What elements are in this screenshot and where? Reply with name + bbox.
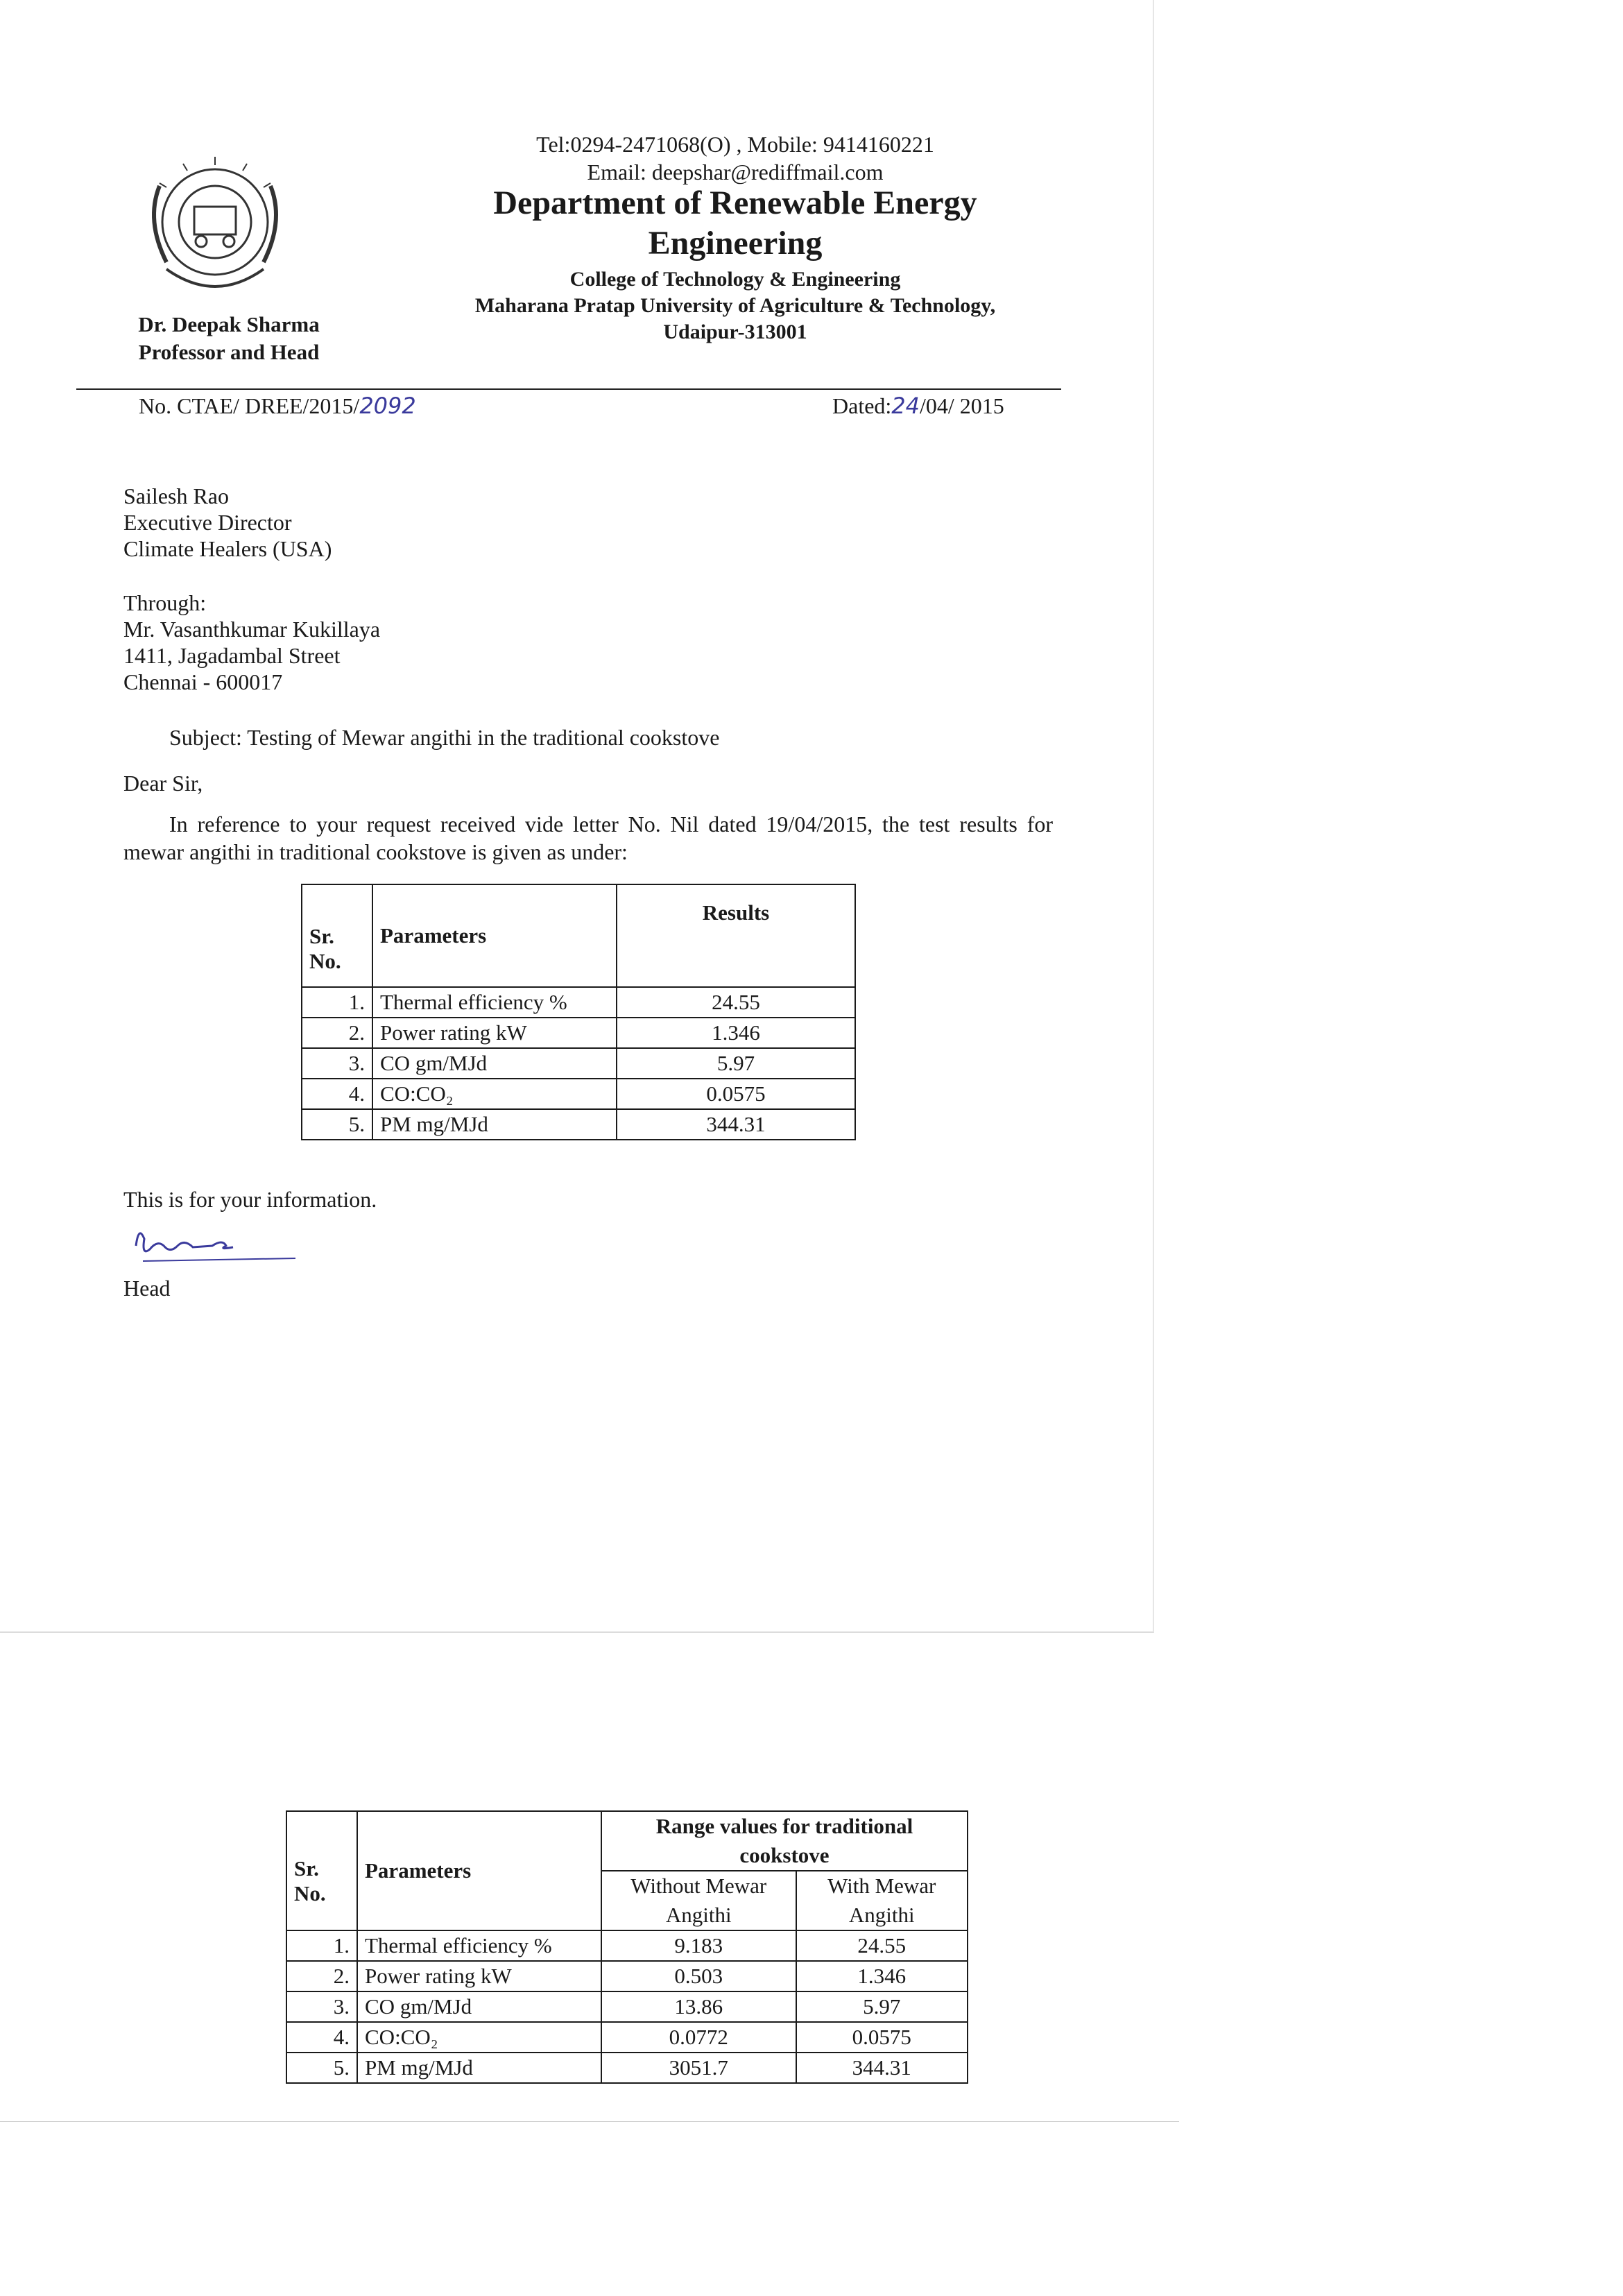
signatory-block <box>90 311 368 366</box>
range-row-sr: 4. <box>286 2022 357 2053</box>
table-row <box>286 2022 968 2053</box>
through-line: Chennai - 600017 <box>123 669 283 694</box>
header-parameters: Parameters <box>372 884 617 987</box>
university-name: Maharana Pratap University of Agriculture & Technology, <box>474 294 996 317</box>
row-result: 24.55 <box>617 987 855 1018</box>
header-sr-no: Sr. No. <box>302 884 372 987</box>
row-result: 1.346 <box>617 1018 855 1048</box>
signatory-title: Professor and Head <box>138 340 320 364</box>
table-row <box>286 2053 968 2083</box>
range-header-parameters: Parameters <box>357 1811 601 1930</box>
row-sr: 2. <box>302 1018 372 1048</box>
range-row-parameter: CO:CO₂ <box>357 2022 601 2053</box>
row-result: 0.0575 <box>617 1079 855 1109</box>
contact-line: Tel:0294-2471068(O) , Mobile: 9414160221 <box>536 132 934 157</box>
range-header-without: Without Mewar Angithi <box>601 1871 796 1930</box>
range-row-without: 0.503 <box>601 1961 796 1991</box>
through-address <box>123 590 380 695</box>
range-row-parameter: Power rating kW <box>357 1961 601 1991</box>
body-text: In reference to your request received vide letter No. Nil dated 19/04/2015, the test results for mewar angithi in traditional cookstove is given as under: <box>123 812 1053 864</box>
range-row-sr: 3. <box>286 1991 357 2022</box>
row-result: 344.31 <box>617 1109 855 1140</box>
reference-number <box>139 393 416 419</box>
range-row-without: 13.86 <box>601 1991 796 2022</box>
range-row-parameter: PM mg/MJd <box>357 2053 601 2083</box>
scan-edge-line <box>0 2121 1179 2122</box>
range-row-parameter: CO gm/MJd <box>357 1991 601 2022</box>
signatory-name: Dr. Deepak Sharma <box>138 312 320 336</box>
table-row <box>286 1961 968 1991</box>
reference-handwritten-number: 2092 <box>359 393 416 419</box>
recipient-address <box>123 483 332 562</box>
table-row <box>302 1048 855 1079</box>
range-row-without: 0.0772 <box>601 2022 796 2053</box>
letterhead-contact <box>430 130 1040 186</box>
table-row <box>302 1109 855 1140</box>
range-row-sr: 5. <box>286 2053 357 2083</box>
email-line: Email: deepshar@rediffmail.com <box>587 160 884 185</box>
row-sr: 1. <box>302 987 372 1018</box>
header-divider <box>76 388 1061 390</box>
results-table <box>301 884 856 1140</box>
college-name: College of Technology & Engineering <box>569 268 901 291</box>
department-line-2: Engineering <box>648 225 823 262</box>
body-paragraph <box>123 810 1053 866</box>
range-row-with: 0.0575 <box>796 2022 968 2053</box>
through-line: Mr. Vasanthkumar Kukillaya <box>123 617 381 642</box>
header-results: Results <box>617 884 855 987</box>
range-row-with: 344.31 <box>796 2053 968 2083</box>
through-line: Through: <box>123 590 207 615</box>
recipient-line: Executive Director <box>123 510 292 535</box>
range-header-title: Range values for traditional cookstove <box>601 1811 968 1871</box>
row-parameter: CO gm/MJd <box>372 1048 617 1079</box>
range-row-parameter: Thermal efficiency % <box>357 1930 601 1961</box>
range-row-with: 5.97 <box>796 1991 968 2022</box>
closing-line: This is for your information. <box>123 1187 377 1212</box>
reference-prefix: No. CTAE/ DREE/2015/ <box>139 393 360 418</box>
through-line: 1411, Jagadambal Street <box>123 643 341 668</box>
range-row-sr: 2. <box>286 1961 357 1991</box>
reference-date <box>832 393 1004 419</box>
college-block <box>388 266 1082 345</box>
row-parameter: Power rating kW <box>372 1018 617 1048</box>
row-parameter: PM mg/MJd <box>372 1109 617 1140</box>
sign-off: Head <box>123 1276 171 1301</box>
results-header-row <box>302 884 855 987</box>
row-sr: 5. <box>302 1109 372 1140</box>
row-result: 5.97 <box>617 1048 855 1079</box>
table-row <box>286 1991 968 2022</box>
recipient-line: Sailesh Rao <box>123 483 229 508</box>
range-header-row-1 <box>286 1811 968 1871</box>
department-line-1: Department of Renewable Energy <box>493 185 977 221</box>
date-suffix: /04/ 2015 <box>920 393 1004 418</box>
university-city: Udaipur-313001 <box>663 320 807 343</box>
row-parameter: Thermal efficiency % <box>372 987 617 1018</box>
range-row-sr: 1. <box>286 1930 357 1961</box>
row-sr: 3. <box>302 1048 372 1079</box>
range-header-with: With Mewar Angithi <box>796 1871 968 1930</box>
department-title <box>402 183 1068 264</box>
date-handwritten-day: 24 <box>891 393 920 419</box>
recipient-line: Climate Healers (USA) <box>123 536 332 561</box>
range-values-table <box>286 1810 968 2084</box>
row-parameter: CO:CO₂ <box>372 1079 617 1109</box>
range-row-with: 24.55 <box>796 1930 968 1961</box>
university-logo-emblem <box>118 144 312 311</box>
range-header-sr-no: Sr. No. <box>286 1811 357 1930</box>
table-row <box>286 1930 968 1961</box>
row-sr: 4. <box>302 1079 372 1109</box>
subject-line: Subject: Testing of Mewar angithi in the traditional cookstove <box>169 725 720 750</box>
table-row <box>302 1018 855 1048</box>
handwritten-signature <box>129 1218 302 1274</box>
table-row <box>302 1079 855 1109</box>
range-row-without: 9.183 <box>601 1930 796 1961</box>
table-row <box>302 987 855 1018</box>
salutation: Dear Sir, <box>123 771 203 796</box>
range-row-with: 1.346 <box>796 1961 968 1991</box>
range-row-without: 3051.7 <box>601 2053 796 2083</box>
date-prefix: Dated: <box>832 393 892 418</box>
